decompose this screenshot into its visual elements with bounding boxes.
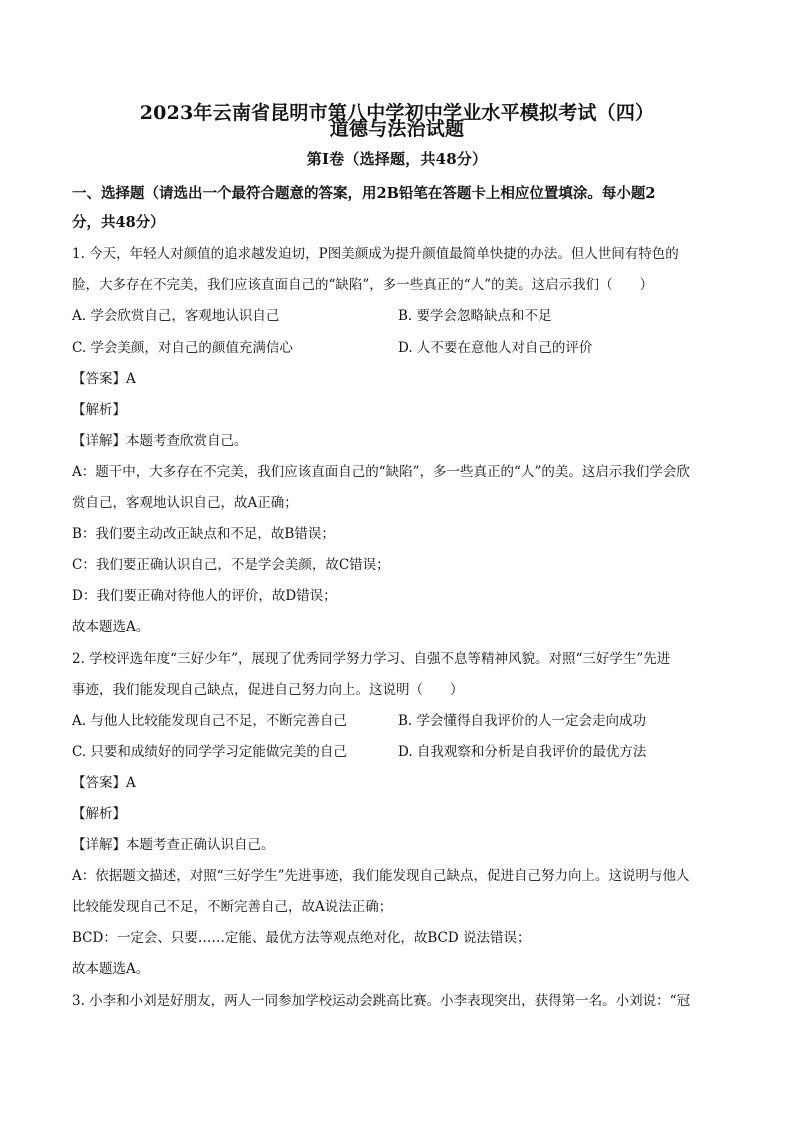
q2-explain-a-line2: 比较能发现自己不足，不断完善自己，故A说法正确；: [72, 899, 393, 915]
exam-part-heading: 第Ⅰ卷（选择题，共48分）: [306, 150, 488, 168]
q2-explain-bcd: BCD：一定会、只要……定能、最优方法等观点绝对化，故BCD 说法错误；: [72, 930, 531, 946]
q1-detail: 【详解】本题考查欣赏自己。: [72, 433, 248, 449]
q1-stem-line1: 1. 今天，年轻人对颜值的追求越发迫切，P图美颜成为提升颜值最简单快捷的办法。但人世间有特色的: [72, 246, 679, 262]
q2-conclusion: 故本题选A。: [72, 961, 150, 977]
q1-option-c: C. 学会美颜，对自己的颜值充满信心: [72, 340, 293, 356]
q2-explain-a-line1: A：依据题文描述，对照“三好学生”先进事迹，我们能发现自己缺点，促进自己努力向上。这说明与他人: [72, 868, 690, 884]
q1-explain-a-line1: A：题干中，大多存在不完美，我们应该直面自己的“缺陷”，多一些真正的“人”的美。这启示我们学会欣: [72, 464, 690, 480]
q1-option-d: D. 人不要在意他人对自己的评价: [398, 340, 593, 356]
q1-explain-d: D：我们要正确对待他人的评价，故D错误；: [72, 588, 337, 604]
q2-analysis-label: 【解析】: [72, 806, 126, 822]
exam-title: 2023年云南省昆明市第八中学初中学业水平模拟考试（四）: [139, 102, 655, 124]
q2-option-a: A. 与他人比较能发现自己不足，不断完善自己: [72, 713, 347, 729]
q3-stem-line1: 3. 小李和小刘是好朋友，两人一同参加学校运动会跳高比赛。小李表现突出，获得第一名。小刘说：“冠: [72, 993, 691, 1009]
q2-stem-line2: 事迹，我们能发现自己缺点，促进自己努力向上。这说明（ ）: [72, 682, 464, 698]
q1-analysis-label: 【解析】: [72, 402, 126, 418]
q1-option-b: B. 要学会忽略缺点和不足: [398, 308, 552, 324]
q1-stem-line2: 脸，大多存在不完美，我们应该直面自己的“缺陷”，多一些真正的“人”的美。这启示我们（ ）: [72, 277, 654, 293]
q1-explain-b: B：我们要主动改正缺点和不足，故B错误；: [72, 526, 335, 542]
q2-option-c: C. 只要和成绩好的同学学习定能做完美的自己: [72, 744, 347, 760]
q2-option-d: D. 自我观察和分析是自我评价的最优方法: [398, 744, 647, 760]
q1-option-a: A. 学会欣赏自己，客观地认识自己: [72, 308, 280, 324]
q2-stem-line1: 2. 学校评选年度“三好少年”，展现了优秀同学努力学习、自强不息等精神风貌。对照“三好学生”先进: [72, 651, 671, 667]
exam-subtitle: 道德与法治试题: [329, 118, 465, 140]
q1-answer: 【答案】A: [72, 371, 136, 387]
q2-option-b: B. 学会懂得自我评价的人一定会走向成功: [398, 713, 647, 729]
q1-conclusion: 故本题选A。: [72, 619, 150, 635]
q2-answer: 【答案】A: [72, 775, 136, 791]
q2-detail: 【详解】本题考查正确认识自己。: [72, 837, 275, 853]
q1-explain-a-line2: 赏自己，客观地认识自己，故A正确；: [72, 495, 298, 511]
section-instructions-line1: 一、选择题（请选出一个最符合题意的答案，用2B铅笔在答题卡上相应位置填涂。每小题2: [72, 185, 656, 202]
section-instructions-line2: 分，共48分）: [72, 214, 165, 231]
q1-explain-c: C：我们要正确认识自己，不是学会美颜，故C错误；: [72, 557, 390, 573]
